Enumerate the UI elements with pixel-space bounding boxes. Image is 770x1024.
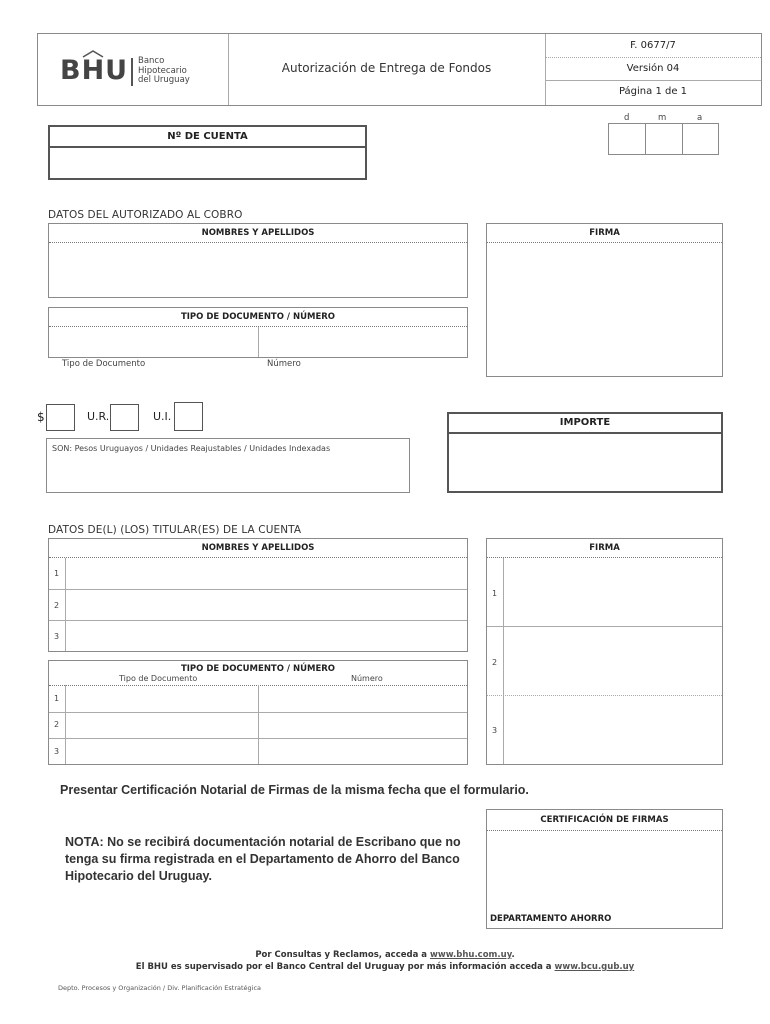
account-number-box [48,125,367,180]
authorized-signature-box [486,223,723,377]
holder-signature-number: 2 [492,658,498,667]
authorized-names-box [48,223,468,298]
holder-row-number: 1 [54,569,60,578]
holder-name-field[interactable] [66,590,467,620]
footer-dept: Depto. Procesos y Organización / Div. Planificación Estratégica [58,984,262,992]
authorized-signature-field[interactable] [487,243,722,376]
form-version: Versión 04 [626,63,680,74]
holders-section-title: DATOS DE(L) (LOS) TITULAR(ES) DE LA CUENTA [48,524,302,536]
footer-line-2 [0,962,770,972]
authorized-doc-header: TIPO DE DOCUMENTO / NÚMERO [49,308,467,327]
holder-doc-row-number: 3 [54,747,60,756]
holder-doc-row-number: 2 [54,720,60,729]
certification-box-footer: DEPARTAMENTO AHORRO [490,914,612,924]
footer-line-1-text: Por Consultas y Reclamos, acceda a [255,950,428,960]
date-label-d: d [624,113,630,123]
bhu-logo [60,50,210,90]
authorized-doc-number-label: Número [267,359,301,369]
logo-sub: Banco Hipotecario del Uruguay [138,56,190,85]
authorized-signature-header: FIRMA [487,224,722,243]
holders-doc-number-label: Número [351,674,383,683]
holders-doc-box [48,660,468,765]
son-box[interactable] [46,438,410,493]
date-year-field[interactable] [682,123,719,155]
holder-signature-field[interactable] [504,627,722,695]
amount-field[interactable] [449,434,721,491]
holder-doc-type-field[interactable] [66,739,258,764]
ui-checkbox[interactable] [174,402,203,431]
ur-label: U.R. [87,410,110,423]
holders-doc-type-label: Tipo de Documento [119,674,198,683]
certification-box-header: CERTIFICACIÓN DE FIRMAS [487,810,722,831]
holder-doc-number-field[interactable] [259,739,467,764]
holder-row-number: 2 [54,601,60,610]
holder-doc-number-field[interactable] [259,713,467,738]
holder-signature-number: 1 [492,589,498,598]
authorized-section-title: DATOS DEL AUTORIZADO AL COBRO [48,209,243,221]
holders-names-header: NOMBRES Y APELLIDOS [49,539,467,558]
holder-row-number: 3 [54,632,60,641]
authorized-names-field[interactable] [49,243,467,297]
holders-doc-header: TIPO DE DOCUMENTO / NÚMERO [180,664,336,674]
amount-header: IMPORTE [449,414,721,434]
holder-doc-type-field[interactable] [66,713,258,738]
holder-name-field[interactable] [66,621,467,651]
holder-signature-field[interactable] [504,696,722,764]
form-title: Autorización de Entrega de Fondos [281,61,492,75]
holder-signature-field[interactable] [504,558,722,626]
ui-label: U.I. [153,410,172,423]
holder-doc-number-field[interactable] [259,686,467,712]
footer-line-1 [0,950,770,960]
date-month-field[interactable] [645,123,683,155]
dollar-checkbox[interactable] [46,404,75,431]
holder-name-field[interactable] [66,558,467,589]
certification-box [486,809,723,929]
footer-line-2-text: El BHU es supervisado por el Banco Central del Uruguay por más información acceda a [135,962,552,972]
certification-note: Presentar Certificación Notarial de Firmas de la misma fecha que el formulario. [60,783,529,797]
authorized-doc-number-field[interactable] [259,327,467,357]
nota-text: NOTA: No se recibirá documentación notarial de Escribano que no tenga su firma registrada en el Departamento de Ahorro del Banco Hipotecario del Uruguay. [65,835,461,883]
footer-line-1-period: . [511,950,515,960]
date-label-m: m [658,113,667,123]
authorized-names-header: NOMBRES Y APELLIDOS [49,224,467,243]
date-label-a: a [697,113,703,123]
holder-doc-type-field[interactable] [66,686,258,712]
account-number-field[interactable] [50,148,365,178]
authorized-doc-type-label: Tipo de Documento [62,359,146,369]
authorized-doc-type-field[interactable] [49,327,258,357]
form-page: Página 1 de 1 [618,86,688,97]
bhu-website-link[interactable]: www.bhu.com.uy [430,950,512,960]
holders-signature-box [486,538,723,765]
bcu-website-link[interactable]: www.bcu.gub.uy [554,962,635,972]
logo-text: BHU [60,55,129,86]
form-code: F. 0677/7 [630,40,676,51]
holder-doc-row-number: 1 [54,694,60,703]
date-day-field[interactable] [608,123,646,155]
form-header [37,33,762,106]
holder-signature-number: 3 [492,726,498,735]
holders-signature-header: FIRMA [487,539,722,558]
dollar-label: $ [37,410,45,424]
ur-checkbox[interactable] [110,404,139,431]
authorized-doc-box [48,307,468,358]
certification-field[interactable] [487,831,722,910]
amount-box [447,412,723,493]
son-label: SON: Pesos Uruguayos / Unidades Reajustables / Unidades Indexadas [52,444,331,453]
holders-names-box [48,538,468,652]
account-number-label: Nº DE CUENTA [50,127,365,148]
